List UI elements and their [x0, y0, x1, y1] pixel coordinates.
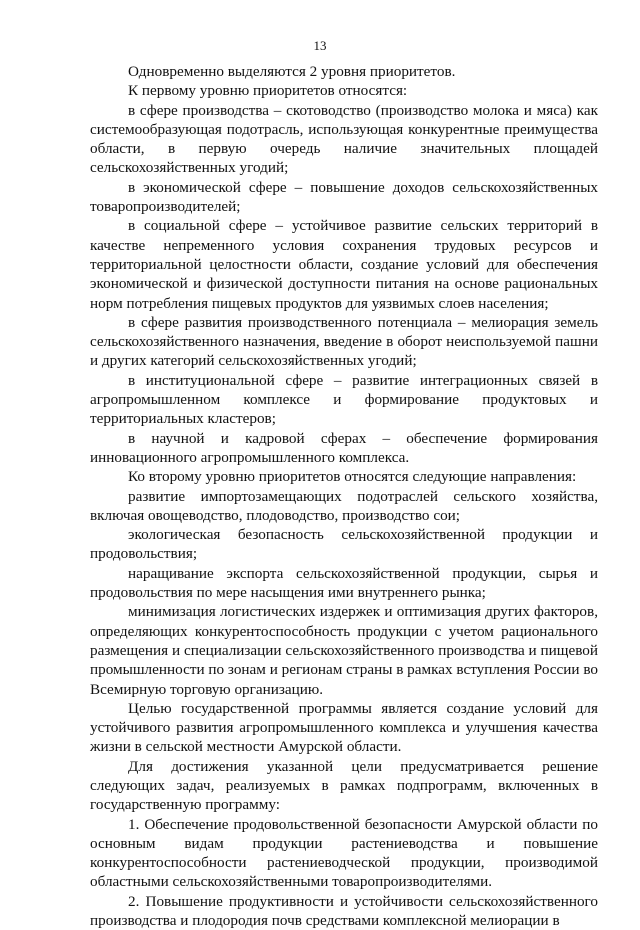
paragraph: Целью государственной программы является создание условий для устойчивого развития агропромышленного комплекса и улучшения качества жизни в сельской местности Амурской области.: [90, 699, 598, 756]
paragraph: Ко второму уровню приоритетов относятся следующие направления:: [128, 468, 577, 486]
paragraph: в экономической сфере – повышение доходов сельскохозяйственных товаропроизводителей;: [90, 178, 598, 216]
paragraph: в научной и кадровой сферах – обеспечение формирования инновационного агропромышленного комплекса.: [90, 429, 598, 466]
paragraph: в социальной сфере – устойчивое развитие сельских территорий в качестве непременного условия сохранения трудовых ресурсов и территориальной целостности области, создание условий для обеспечения экономической и физической доступности питания на основе рациональных норм потребления пищевых продуктов для уязвимых слоев населения;: [90, 217, 598, 312]
paragraph: развитие импортозамещающих подотраслей сельского хозяйства, включая овощеводство, плодоводство, производство сои;: [90, 487, 598, 524]
paragraph: в сфере производства – скотоводство (производство молока и мяса) как системообразующая подотрасль, использующая конкурентные преимущества области, в первую очередь наличие значительных площадей сельскохозяйственных угодий;: [90, 101, 598, 177]
paragraph: 1. Обеспечение продовольственной безопасности Амурской области по основным видам продукции растениеводства и повышение конкурентоспособности растениеводческой продукции, производимой областными сельскохозяйственными товаропроизводителями.: [90, 815, 598, 891]
paragraph: в институциональной сфере – развитие интеграционных связей в агропромышленном комплексе и формирование продуктовых и территориальных кластеров;: [90, 371, 598, 428]
paragraph: экологическая безопасность сельскохозяйственной продукции и продовольствия;: [90, 526, 598, 563]
paragraph: 2. Повышение продуктивности и устойчивости сельскохозяйственного производства и плодородия почв средствами комплексной мелиорации в: [90, 892, 598, 930]
paragraph: Одновременно выделяются 2 уровня приоритетов.: [128, 63, 456, 80]
paragraph: в сфере развития производственного потенциала – мелиорация земель сельскохозяйственного назначения, введение в оборот неиспользуемой пашни и других категорий сельскохозяйственных угодий;: [90, 313, 598, 370]
document-body: [90, 62, 598, 930]
paragraph: наращивание экспорта сельскохозяйственной продукции, сырья и продовольствия по мере насыщения ими внутреннего рынка;: [90, 564, 598, 602]
paragraph: Для достижения указанной цели предусматривается решение следующих задач, реализуемых в рамках подпрограмм, включенных в государственную программу:: [90, 757, 598, 814]
paragraph: минимизация логистических издержек и оптимизация других факторов, определяющих конкурентоспособность продукции с учетом рационального размещения и специализации сельскохозяйственного производства и пищевой промышленности по зонам и регионам страны в рамках вступления России во Всемирную торговую организацию.: [90, 603, 598, 698]
page-number: 13: [313, 38, 327, 53]
paragraph: К первому уровню приоритетов относятся:: [128, 82, 408, 100]
